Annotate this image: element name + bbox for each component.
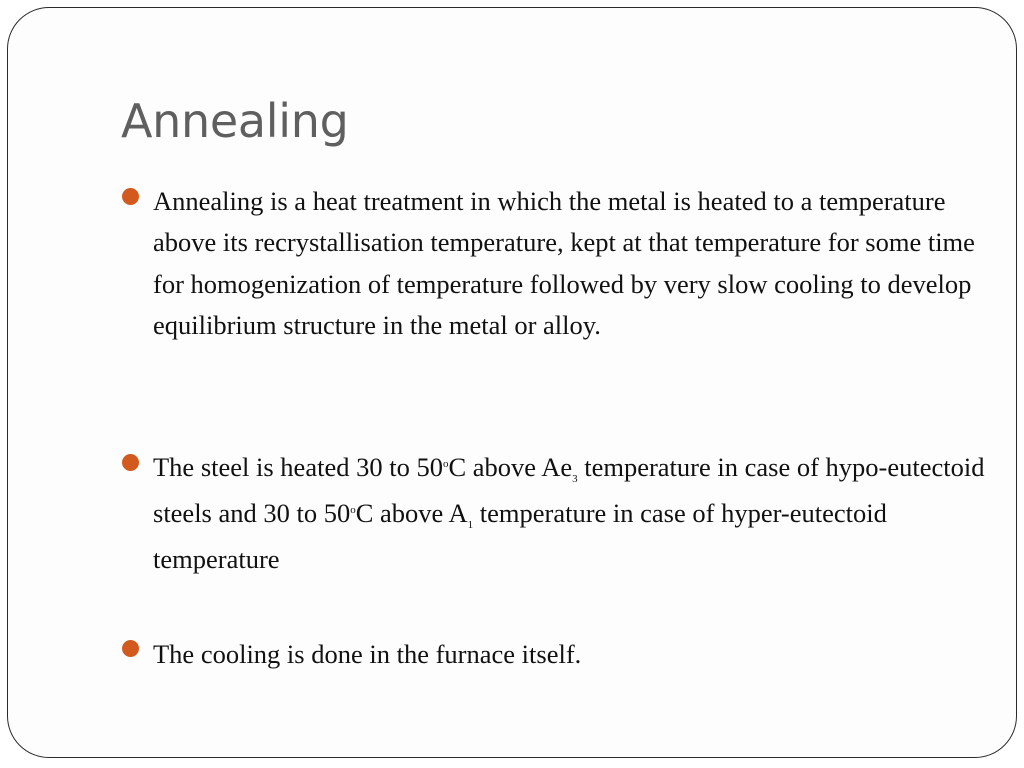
bullet-text-part: C above Ae [448,452,573,482]
bullet-text-part: C above A [355,498,468,528]
bullet-item-3 [121,634,991,674]
slide-frame [7,7,1017,758]
slide-title: Annealing [121,94,349,148]
bullet-text [153,444,991,582]
bullet-item-1 [121,181,991,346]
degree-superscript: o [442,458,449,470]
bullet-text-part: temperature in case of hypo-eutectoid steels and 30 to 50 [153,452,985,528]
bullet-text-part: The steel is heated 30 to 50 [153,452,443,482]
bullet-text: The cooling is done in the furnace itself. [153,639,582,669]
subscript-index: 1 [467,519,474,531]
subscript-index: 3 [572,473,578,485]
bullet-dot-icon [121,181,153,346]
bullet-dot-icon [121,634,153,674]
bullet-text: Annealing is a heat treatment in which the metal is heated to a temperature above its recrystallisation temperature, kept at that temperature for some time for homogenization of temperature followed by very slow cooling to develop equilibrium structure in the metal or alloy. [153,186,975,340]
bullet-item-2 [121,444,991,582]
degree-superscript: o [350,504,356,516]
bullet-dot-icon [121,444,153,582]
bullet-text-part: temperature in case of hyper-eutectoid temperature [153,498,887,574]
